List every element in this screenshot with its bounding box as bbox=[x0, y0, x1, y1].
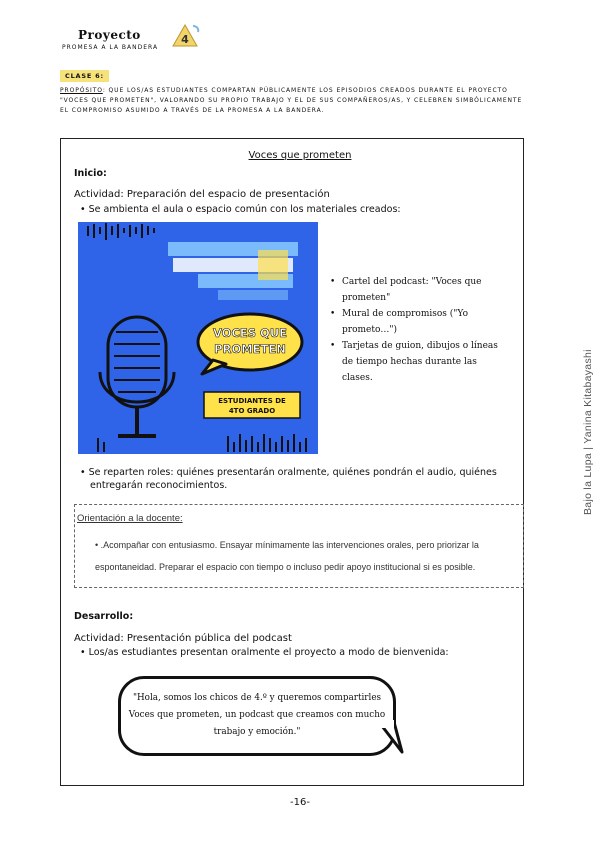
flag-mosaic bbox=[168, 242, 298, 300]
logo-badge-number: 4 bbox=[181, 33, 189, 46]
orientation-text bbox=[95, 534, 495, 578]
side-credit: Bajo la Lupa | Yanina Kitabayashi bbox=[582, 349, 594, 515]
clase-label: CLASE 6: bbox=[60, 70, 109, 82]
bullet-1 bbox=[80, 203, 401, 216]
logo-subtitle: PROMESA A LA BANDERA bbox=[62, 44, 159, 51]
actividad-2-heading: Actividad: Presentación pública del podcast bbox=[74, 633, 292, 644]
materials-item: • Mural de compromisos ("Yo prometo…") bbox=[330, 306, 502, 338]
proposito-key: PROPÓSITO bbox=[60, 87, 103, 94]
materials-item: • Tarjetas de guion, dibujos o líneas de tiempo hechas durante las clases. bbox=[330, 338, 502, 386]
bullet-dot-icon: • bbox=[80, 204, 89, 215]
proposito-body: : QUE LOS/AS ESTUDIANTES COMPARTAN PÚBLICAMENTE LOS EPISODIOS CREADOS DURANTE EL PROYECTO "VOCES QUE PROMETEN", VALORANDO SU PROPIO TRABAJO Y EL DE SUS COMPAÑEROS/AS, Y CELEBREN SIMBÓLICAMENTE EL COMPROMISO ASUMIDO A TRAVÉS DE LA PROMESA A LA BANDERA. bbox=[60, 87, 523, 114]
actividad-1-heading: Actividad: Preparación del espacio de presentación bbox=[74, 189, 330, 200]
poster-tag-line2: 4TO GRADO bbox=[228, 407, 276, 415]
desarrollo-heading: Desarrollo: bbox=[74, 611, 134, 622]
bullet-3-text: Los/as estudiantes presentan oralmente el proyecto a modo de bienvenida: bbox=[88, 647, 449, 658]
poster-tag-line1: ESTUDIANTES DE bbox=[218, 397, 286, 405]
logo-badge-icon bbox=[170, 22, 200, 50]
orientation-title: Orientación a la docente: bbox=[77, 513, 183, 524]
bullet-3 bbox=[80, 646, 449, 659]
microphone-icon bbox=[100, 317, 174, 436]
bullet-dot-icon: • bbox=[80, 647, 89, 658]
sound-wave-top bbox=[88, 223, 154, 240]
bullet-2-text: Se reparten roles: quiénes presentarán oralmente, quiénes pondrán el audio, quiénes entregarán reconocimientos. bbox=[88, 467, 497, 491]
bullet-2 bbox=[80, 466, 520, 492]
section-title: Voces que prometen bbox=[248, 150, 352, 161]
orientation-text-body: .Acompañar con entusiasmo. Ensayar mínimamente las intervenciones orales, pero priorizar la espontaneidad. Preparar el espacio con tiempo o incluso pedir apoyo institucional si es posible. bbox=[95, 540, 479, 572]
materials-list bbox=[330, 274, 502, 386]
logo-title: Proyecto bbox=[78, 28, 141, 42]
proposito-text bbox=[60, 86, 530, 116]
bullet-1-text: Se ambienta el aula o espacio común con los materiales creados: bbox=[88, 204, 401, 215]
bullet-dot-icon: • bbox=[80, 467, 89, 478]
poster-bubble-line2: PROMETEN bbox=[214, 342, 286, 356]
bullet-dot-icon: • bbox=[95, 540, 101, 550]
podcast-poster bbox=[78, 222, 318, 454]
quote-text: "Hola, somos los chicos de 4.º y queremos compartirles Voces que prometen, un podcast que creamos con mucho trabajo y emoción." bbox=[128, 693, 386, 737]
page-number: -16- bbox=[290, 797, 310, 808]
poster-speech-bubble bbox=[198, 314, 302, 374]
poster-illustration bbox=[78, 222, 318, 454]
inicio-heading: Inicio: bbox=[74, 168, 107, 179]
poster-student-tag bbox=[204, 392, 300, 418]
materials-item: • Cartel del podcast: "Voces que prometen" bbox=[330, 274, 502, 306]
poster-bubble-line1: VOCES QUE bbox=[212, 326, 288, 340]
